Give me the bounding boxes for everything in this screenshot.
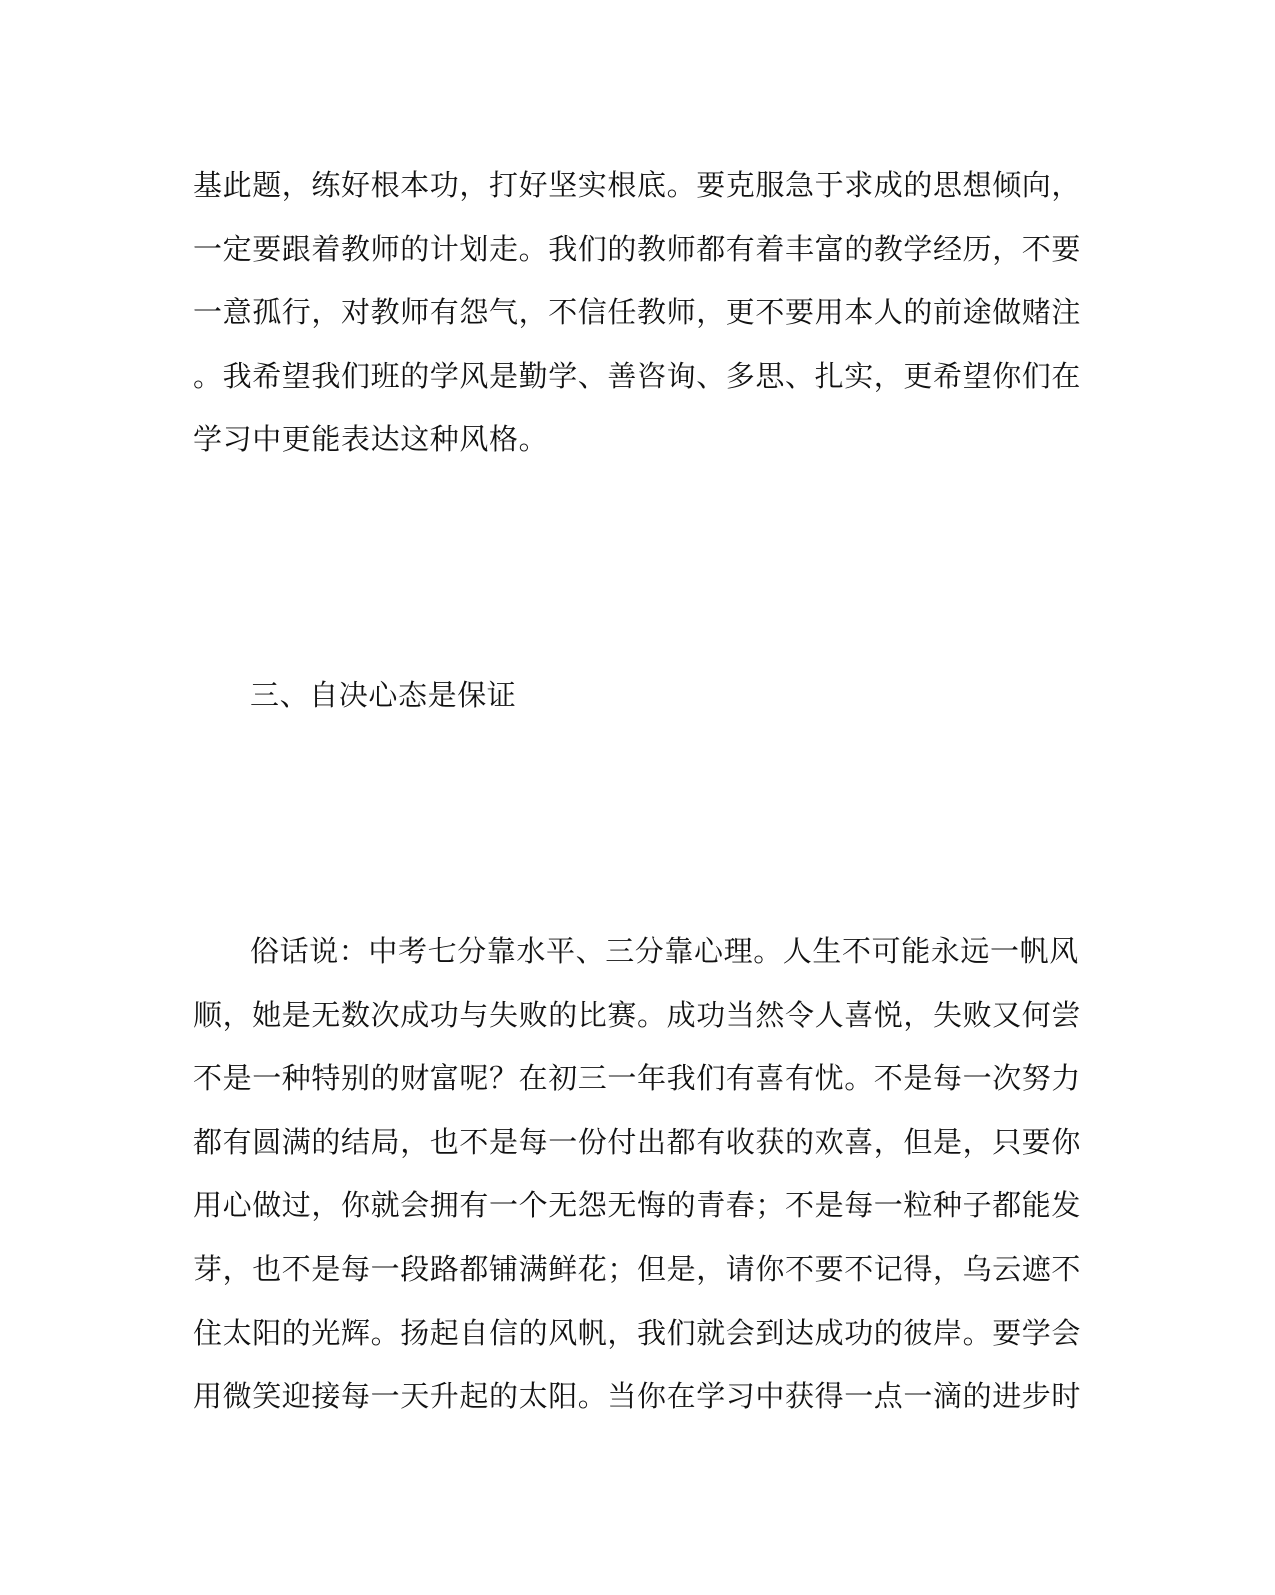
paragraph-line: 一定要跟着教师的计划走。我们的教师都有着丰富的教学经历，不要: [193, 232, 1082, 266]
paragraph-line: 基此题，练好根本功，打好坚实根底。要克服急于求成的思想倾向，: [193, 168, 1082, 202]
paragraph-line: 学习中更能表达这种风格。: [193, 422, 549, 456]
paragraph-line: 不是一种特别的财富呢？在初三一年我们有喜有忧。不是每一次努力: [193, 1061, 1082, 1095]
paragraph-line: 俗话说：中考七分靠水平、三分靠心理。人生不可能永远一帆风: [250, 934, 1079, 968]
paragraph-line: 。我希望我们班的学风是勤学、善咨询、多思、扎实，更希望你们在: [193, 359, 1082, 393]
section-heading: 三、自决心态是保证: [250, 678, 517, 712]
paragraph-line: 用心做过，你就会拥有一个无怨无悔的青春；不是每一粒种子都能发: [193, 1188, 1082, 1222]
paragraph-line: 住太阳的光辉。扬起自信的风帆，我们就会到达成功的彼岸。要学会: [193, 1316, 1082, 1350]
paragraph-line: 都有圆满的结局，也不是每一份付出都有收获的欢喜，但是，只要你: [193, 1125, 1082, 1159]
paragraph-line: 顺，她是无数次成功与失败的比赛。成功当然令人喜悦，失败又何尝: [193, 998, 1082, 1032]
paragraph-line: 芽，也不是每一段路都铺满鲜花；但是，请你不要不记得，乌云遮不: [193, 1252, 1082, 1286]
paragraph-line: 一意孤行，对教师有怨气，不信任教师，更不要用本人的前途做赌注: [193, 295, 1082, 329]
paragraph-line: 用微笑迎接每一天升起的太阳。当你在学习中获得一点一滴的进步时: [193, 1379, 1082, 1413]
